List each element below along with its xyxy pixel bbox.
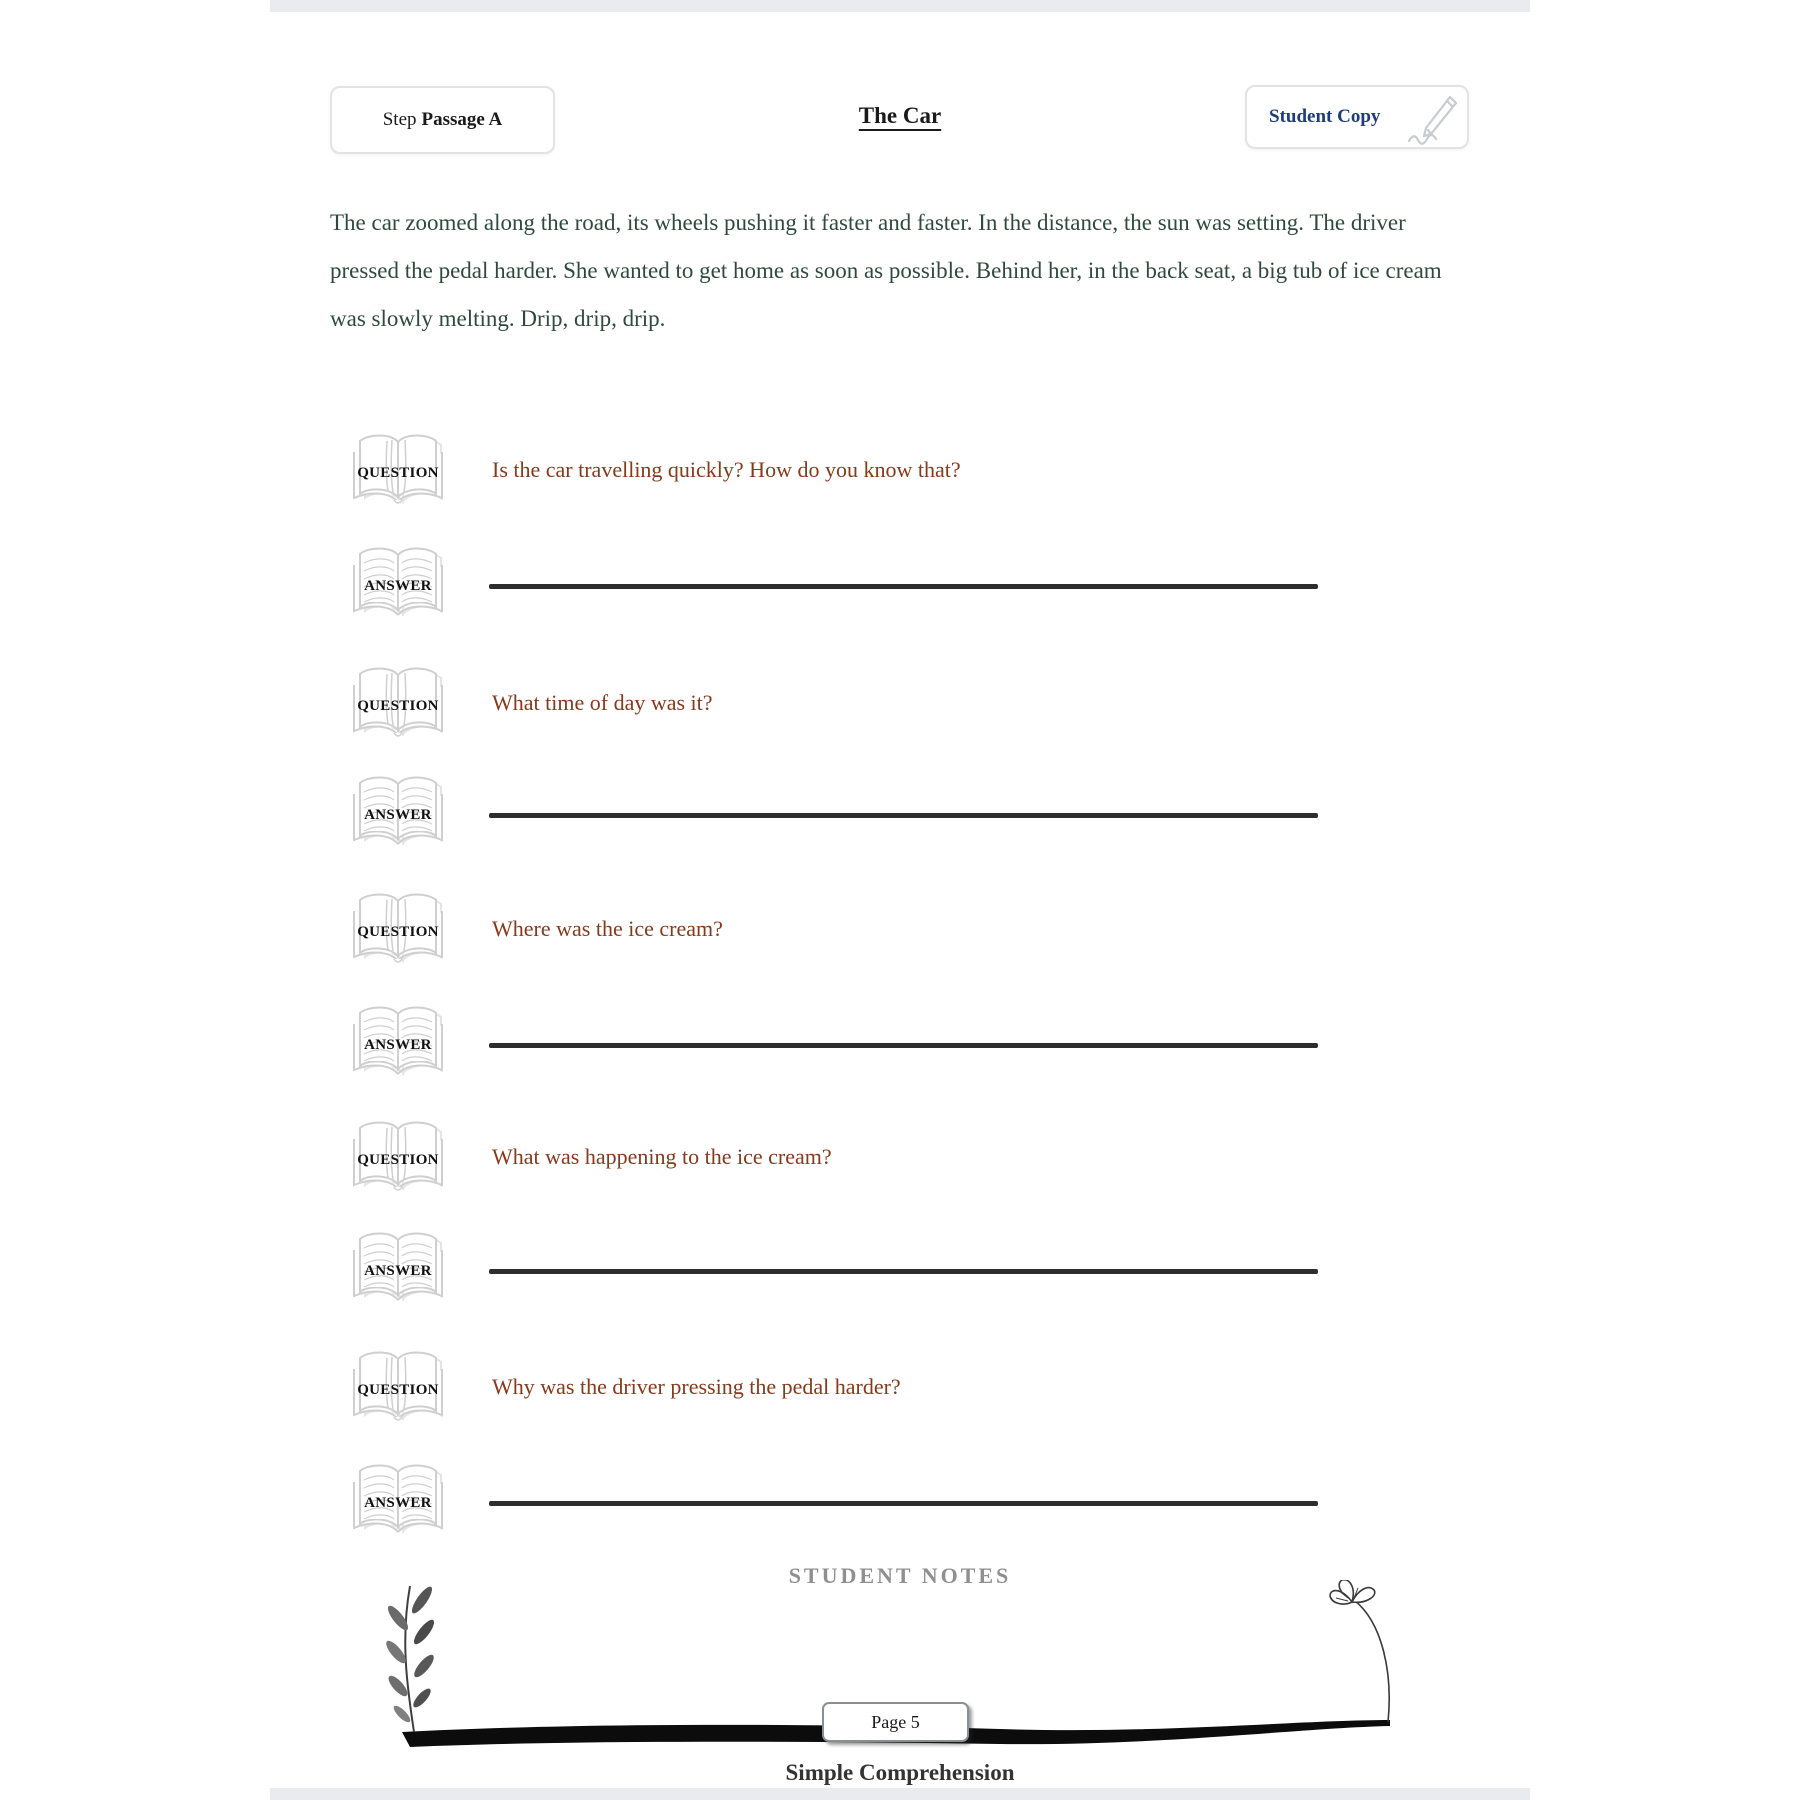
question-book-icon: [350, 887, 446, 977]
step-label: Step: [382, 109, 417, 130]
answer-book-icon: [350, 1458, 446, 1548]
student-copy-label: Student Copy: [1269, 106, 1381, 127]
answer-line: [489, 1043, 1318, 1048]
question-book-icon: [350, 1345, 446, 1435]
step-value: Passage A: [421, 109, 503, 130]
answer-book-icon: [350, 541, 446, 631]
student-copy-badge[interactable]: [1245, 85, 1469, 149]
answer-label: ANSWER: [364, 806, 432, 823]
pencil-icon: [1401, 89, 1463, 151]
page-gap-top: [270, 0, 1530, 12]
student-notes-heading: STUDENT NOTES: [788, 1563, 1012, 1588]
question-text: What time of day was it?: [492, 690, 713, 715]
question-text: Is the car travelling quickly? How do you know that?: [492, 457, 961, 482]
question-label: QUESTION: [357, 923, 439, 940]
question-book-icon: [350, 1115, 446, 1205]
page-number-badge: [822, 1702, 969, 1742]
question-label: QUESTION: [357, 1381, 439, 1398]
answer-book-icon: [350, 1226, 446, 1316]
answer-line: [489, 813, 1318, 818]
passage-text: The car zoomed along the road, its wheels pushing it faster and faster. In the distance, the sun was setting. The driver pressed the pedal harder. She wanted to get home as soon as possible. Behind her, in the back seat, a big tub of ice cream was slowly melting. Drip, drip, drip.: [330, 210, 1442, 331]
question-label: QUESTION: [357, 1151, 439, 1168]
page-number: Page 5: [871, 1711, 920, 1732]
page-title: The Car: [858, 103, 942, 128]
flower-icon: [1330, 1580, 1389, 1722]
answer-book-icon: [350, 770, 446, 860]
answer-line: [489, 1501, 1318, 1506]
question-book-icon: [350, 661, 446, 751]
page-gap-bottom: [270, 1788, 1530, 1800]
answer-line: [489, 584, 1318, 589]
question-label: QUESTION: [357, 697, 439, 714]
footer-brand: Simple Comprehension: [785, 1760, 1015, 1785]
answer-label: ANSWER: [364, 1262, 432, 1279]
answer-book-icon: [350, 1000, 446, 1090]
question-text: Where was the ice cream?: [492, 916, 723, 941]
answer-label: ANSWER: [364, 1036, 432, 1053]
answer-line: [489, 1269, 1318, 1274]
answer-label: ANSWER: [364, 1494, 432, 1511]
answer-label: ANSWER: [364, 577, 432, 594]
question-label: QUESTION: [357, 464, 439, 481]
question-text: What was happening to the ice cream?: [492, 1144, 832, 1169]
branch-icon: [383, 1584, 437, 1732]
question-book-icon: [350, 428, 446, 518]
question-text: Why was the driver pressing the pedal harder?: [492, 1374, 901, 1399]
